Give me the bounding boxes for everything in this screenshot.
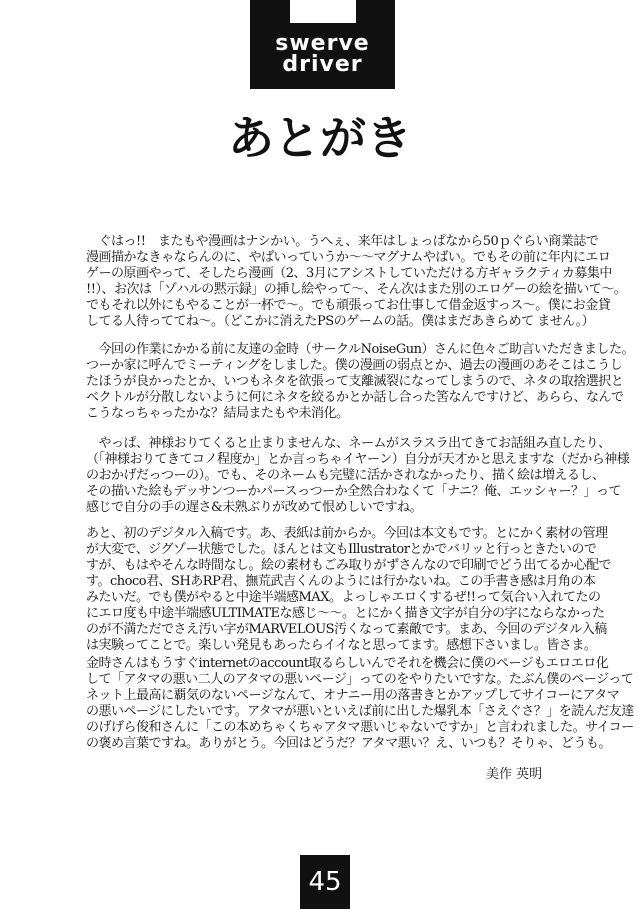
- text-line: ネット上最高に覇気のないページなんて、オナニー用の落書きとかアップしてサイコーにアタマ: [86, 688, 620, 703]
- paragraph-5: [86, 656, 634, 752]
- text-line: す。choco君、SHあRP君、撫荒武吉くんのようには行かないね。この手書き感は月角の本: [86, 574, 596, 589]
- page-number: 45: [300, 855, 350, 909]
- text-line: たほうが良かったとか、いつもネタを欲張って支離滅裂になってしまうので、ネタの取捨選択と: [86, 374, 624, 389]
- text-line: その描いた絵もデッサンつーかパースっつーか全然合わなくて「ナニ？俺、エッシャー？」って: [86, 484, 622, 499]
- text-line: して「アタマの悪い二人のアタマの悪いページ」ってのをやりたいですな。たぶん僕のページって: [86, 672, 634, 687]
- text-line: あと、初のデジタル入稿です。あ、表紙は前からか。今回は本文もです。とにかく素材の管理: [86, 526, 608, 541]
- page-title: あとがき: [228, 111, 412, 165]
- text-line: （「神様おりてきてコノ程度か」とか言っちゃイヤーン）自分が天才かと思えますな（だから神様: [86, 452, 630, 467]
- text-line: 金時さんはもうすぐinternetのaccount取るらしいんでそれを機会に僕のページもエロエロ化: [86, 656, 609, 671]
- logo-notch: [290, 0, 356, 23]
- text-line: ベクトルが分散しないように何にネタを絞るかとか話し合った筈なんですけど、あらら、なんで: [86, 390, 624, 405]
- text-line: こうなっちゃったかな？結局またもや未消化。: [86, 406, 349, 421]
- text-line: でもそれ以外にもやることが一杯で〜。でも頑張ってお仕事して借金返すっス〜。僕にお金貸: [86, 298, 611, 313]
- text-line: 感じで自分の手の遅さ&未熟ぶりが改めて恨めしいですね。: [86, 500, 423, 515]
- swerve-driver-logo: [250, 0, 395, 89]
- paragraph-1: [86, 234, 626, 330]
- text-line: は実験ってことで。楽しい発見もあったらイイなと思ってます。感想下さいまし。皆さま。: [86, 638, 597, 653]
- logo-line-2: driver: [282, 52, 363, 77]
- text-line: やっぱ、神様おりてくると止まりませんな、ネームがスラスラ出てきてお話組み直したり、: [86, 436, 611, 451]
- text-line: の褒め言葉ですね。ありがとう。今回はどうだ？アタマ悪い？え、いつも？そりゃ、どうも。: [86, 736, 611, 751]
- text-line: の悪いページにしたいです。アタマが悪いといえば前に出した爆乳本「さえぐさ？」を読んだ友達: [86, 704, 634, 719]
- paragraph-4: [86, 526, 626, 654]
- text-line: 今回の作業にかかる前に友達の金時（サークルNoiseGun）さんに色々ご助言いただきました。: [86, 342, 634, 357]
- text-line: すが、もはやそんな時間なし。絵の素材もごみ取りがずさんなので印刷でどう出てるか心配で: [86, 558, 612, 573]
- text-line: のげげら俊和さんに「この本めちゃくちゃアタマ悪いじゃないですか」と言われました。サイコー: [86, 720, 634, 735]
- text-line: のおかげだっつーの）。でも、そのネームも完璧に活かされなかったり、描く絵は増えるし、: [86, 468, 605, 483]
- text-line: のが不満ただでさえ汚い字がMARVELOUS汚くなって素敵です。まあ、今回のデジタル入稿: [86, 622, 607, 637]
- text-line: ぐはっ!! またもや漫画はナシかい。うへぇ、来年はしょっぱなから50ｐぐらい商業誌で: [86, 234, 599, 249]
- text-line: 漫画描かなきゃならんのに、やばいっていうか〜〜マグナムやばい。でもその前に年内にエロ: [86, 250, 611, 265]
- text-line: みたいだ。でも僕がやると中途半端感MAX。よっしゃエロくするぜ!!って気合い入れてたの: [86, 590, 601, 605]
- text-line: が大変で、ジグゾー状態でした。ほんとは文もIllustratorとかでバリッと行っときたいので: [86, 542, 597, 557]
- text-line: !!）、お次は「ゾハルの黙示録」の挿し絵やって〜、そん次はまた別のエロゲーの絵を描いて〜。: [86, 282, 627, 297]
- paragraph-2: [86, 342, 634, 422]
- text-line: つーか家に呼んでミーティングをしました。僕の漫画の弱点とか、過去の漫画のあそこはこうし: [86, 358, 623, 373]
- author-signature: 美作 英明: [486, 767, 543, 782]
- paragraph-3: [86, 436, 630, 516]
- text-line: してる人待っててね〜。（どこかに消えたPSのゲームの話。僕はまだあきらめて ません。）: [86, 314, 595, 329]
- logo-line-1: swerve: [275, 31, 370, 56]
- text-line: にエロ度も中途半端感ULTIMATEな感じ〜〜。とにかく描き文字が自分の字にならなかった: [86, 606, 605, 621]
- text-line: ゲーの原画やって、そしたら漫画（2、3月にアシストしていただける方ギャラクティカ募集中: [86, 266, 612, 281]
